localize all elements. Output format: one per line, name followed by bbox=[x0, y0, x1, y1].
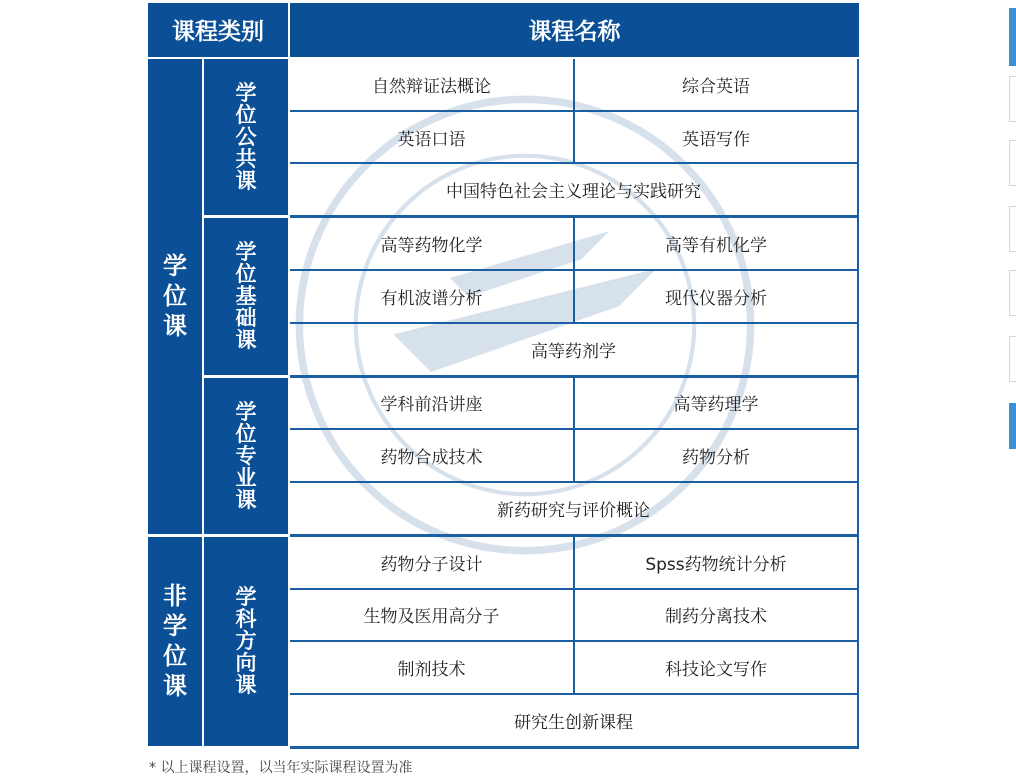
side-tab[interactable] bbox=[1009, 206, 1016, 252]
course-cell: 生物及医用高分子 bbox=[290, 590, 575, 643]
course-cell: 制剂技术 bbox=[290, 642, 575, 695]
footnote: * 以上课程设置，以当年实际课程设置为准 bbox=[149, 760, 413, 776]
category-non-degree: 非学位课 bbox=[148, 537, 204, 749]
course-cell: 高等药剂学 bbox=[290, 324, 859, 378]
course-cell: 英语口语 bbox=[290, 112, 575, 165]
side-tab[interactable] bbox=[1009, 76, 1016, 122]
group-foundation: 学位基础课 bbox=[204, 218, 290, 377]
course-cell: 自然辩证法概论 bbox=[290, 59, 575, 112]
group-public: 学位公共课 bbox=[204, 59, 290, 218]
course-cell: 科技论文写作 bbox=[575, 642, 859, 695]
course-cell: 学科前沿讲座 bbox=[290, 378, 575, 431]
course-cell: Spss药物统计分析 bbox=[575, 537, 859, 590]
course-cell: 制药分离技术 bbox=[575, 590, 859, 643]
side-tab[interactable] bbox=[1009, 8, 1016, 66]
course-cell: 研究生创新课程 bbox=[290, 695, 859, 749]
side-tab[interactable] bbox=[1009, 336, 1016, 382]
header-category: 课程类别 bbox=[148, 3, 290, 59]
side-tab[interactable] bbox=[1009, 403, 1016, 449]
course-cell: 现代仪器分析 bbox=[575, 271, 859, 324]
course-cell: 高等药物化学 bbox=[290, 218, 575, 271]
group-direction: 学科方向课 bbox=[204, 537, 290, 749]
course-cell: 高等有机化学 bbox=[575, 218, 859, 271]
side-tab[interactable] bbox=[1009, 270, 1016, 316]
curriculum-table bbox=[148, 3, 859, 749]
group-major: 学位专业课 bbox=[204, 378, 290, 537]
course-cell: 新药研究与评价概论 bbox=[290, 483, 859, 537]
course-cell: 药物分析 bbox=[575, 430, 859, 483]
header-course-name: 课程名称 bbox=[290, 3, 859, 59]
course-cell: 英语写作 bbox=[575, 112, 859, 165]
course-cell: 药物分子设计 bbox=[290, 537, 575, 590]
side-tab[interactable] bbox=[1009, 140, 1016, 186]
course-cell: 药物合成技术 bbox=[290, 430, 575, 483]
course-cell: 综合英语 bbox=[575, 59, 859, 112]
course-cell: 高等药理学 bbox=[575, 378, 859, 431]
course-cell: 有机波谱分析 bbox=[290, 271, 575, 324]
course-cell: 中国特色社会主义理论与实践研究 bbox=[290, 164, 859, 218]
category-degree: 学位课 bbox=[148, 59, 204, 537]
